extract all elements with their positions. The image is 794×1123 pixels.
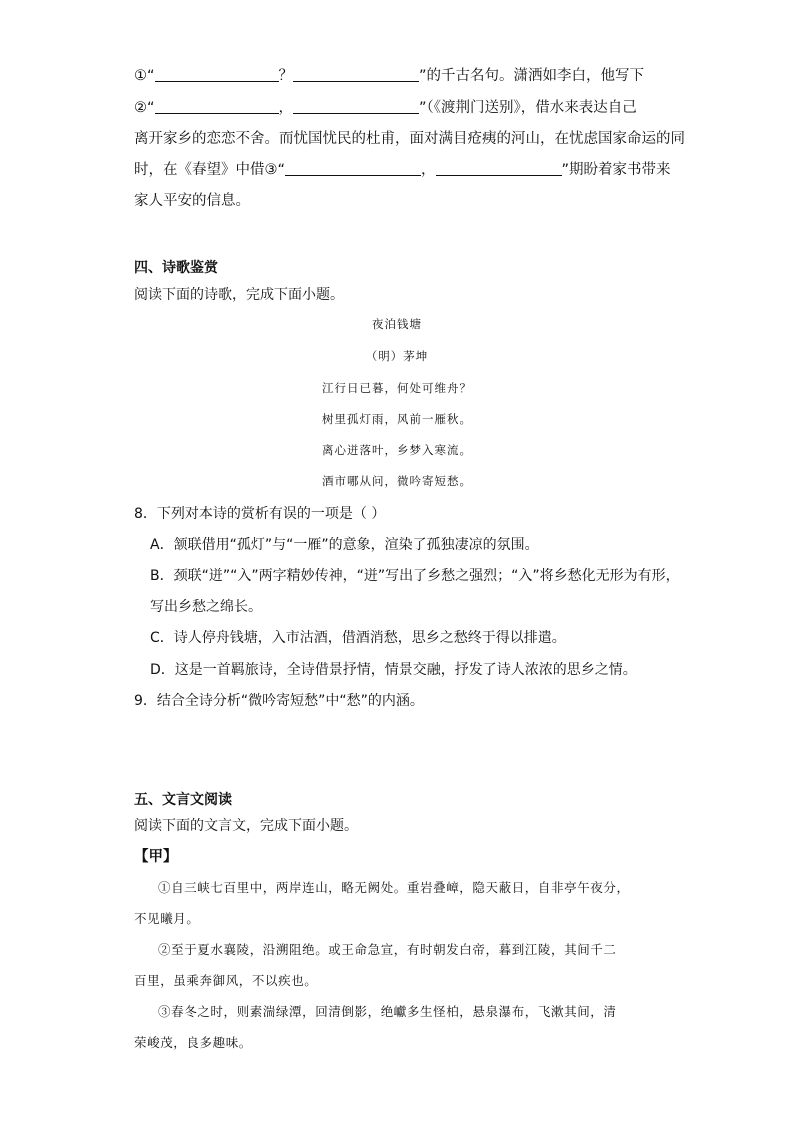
text: ”的千古名句。潇洒如李白，他写下	[419, 68, 645, 84]
text: ，	[421, 162, 436, 178]
text: ？	[278, 68, 294, 84]
poem-author: （明）茅坤	[365, 349, 429, 363]
section-heading-classical: 五、文言文阅读	[134, 792, 232, 808]
fill-line-4	[134, 160, 671, 180]
option-a[interactable]: A．颔联借用“孤灯”与“一雁”的意象，渲染了孤独凄凉的氛围。	[150, 537, 539, 553]
question-9: 9．结合全诗分析“微吟寄短愁”中“愁”的内涵。	[134, 693, 424, 709]
question-8: 8．下列对本诗的赏析有误的一项是（ ）	[134, 506, 386, 522]
text: ”（《渡荆门送别》，借水来表达自己	[419, 100, 637, 116]
answer-blank[interactable]	[155, 67, 279, 82]
answer-blank[interactable]	[436, 161, 562, 176]
paragraph-1-line-2: 不见曦月。	[134, 911, 200, 926]
fill-line-2	[134, 98, 637, 118]
poem-line: 树里孤灯雨，风前一雁秋。	[322, 412, 472, 426]
poem-line: 离心迸落叶，乡梦入寒流。	[322, 443, 472, 457]
paragraph-2-line-1: ②至于夏水襄陵，沿溯阻绝。或王命急宣，有时朝发白帝，暮到江陵，其间千二	[158, 942, 617, 957]
section-heading-poetry: 四、诗歌鉴赏	[134, 260, 218, 276]
option-c[interactable]: C．诗人停舟钱塘，入市沽酒，借酒消愁，思乡之愁终于得以排遣。	[150, 630, 566, 646]
option-b[interactable]: B．颈联“迸”“入”两字精妙传神，“迸”写出了乡愁之强烈；“入”将乡愁化无形为有形，	[150, 568, 680, 584]
text: ①“	[134, 68, 155, 84]
poem-line: 江行日已暮，何处可维舟？	[322, 381, 472, 395]
fill-line-5: 家人平安的信息。	[134, 193, 250, 209]
option-d[interactable]: D．这是一首羁旅诗，全诗借景抒情，情景交融，抒发了诗人浓浓的思乡之情。	[150, 662, 637, 678]
paragraph-1-line-1: ①自三峡七百里中，两岸连山，略无阙处。重岩叠嶂，隐天蔽日，自非亭午夜分，	[158, 880, 630, 895]
paragraph-2-line-2: 百里，虽乘奔御风，不以疾也。	[134, 973, 318, 988]
passage-label: 【甲】	[134, 849, 178, 865]
section-intro: 阅读下面的文言文，完成下面小题。	[134, 818, 358, 834]
poem-title: 夜泊钱塘	[372, 317, 422, 331]
paragraph-3-line-2: 荣峻茂，良多趣味。	[134, 1035, 252, 1050]
fill-line-1	[134, 66, 644, 86]
text: 时，在《春望》中借③“	[134, 162, 286, 178]
fill-line-3: 离开家乡的恋恋不舍。而忧国忧民的杜甫，面对满目疮痍的河山，在忧虑国家命运的同	[134, 131, 685, 147]
answer-blank[interactable]	[285, 161, 421, 176]
poem-line: 酒市哪从问，微吟寄短愁。	[322, 474, 472, 488]
answer-blank[interactable]	[155, 99, 279, 114]
answer-blank[interactable]	[293, 99, 419, 114]
text: ”期盼着家书带来	[561, 162, 671, 178]
paragraph-3-line-1: ③春冬之时，则素湍绿潭，回清倒影，绝巘多生怪柏，悬泉瀑布，飞漱其间，清	[158, 1004, 617, 1019]
section-intro: 阅读下面的诗歌，完成下面小题。	[134, 287, 344, 303]
text: ，	[278, 100, 294, 116]
option-b-continuation: 写出乡愁之绵长。	[150, 599, 262, 615]
answer-blank[interactable]	[293, 67, 419, 82]
text: ②“	[134, 100, 155, 116]
